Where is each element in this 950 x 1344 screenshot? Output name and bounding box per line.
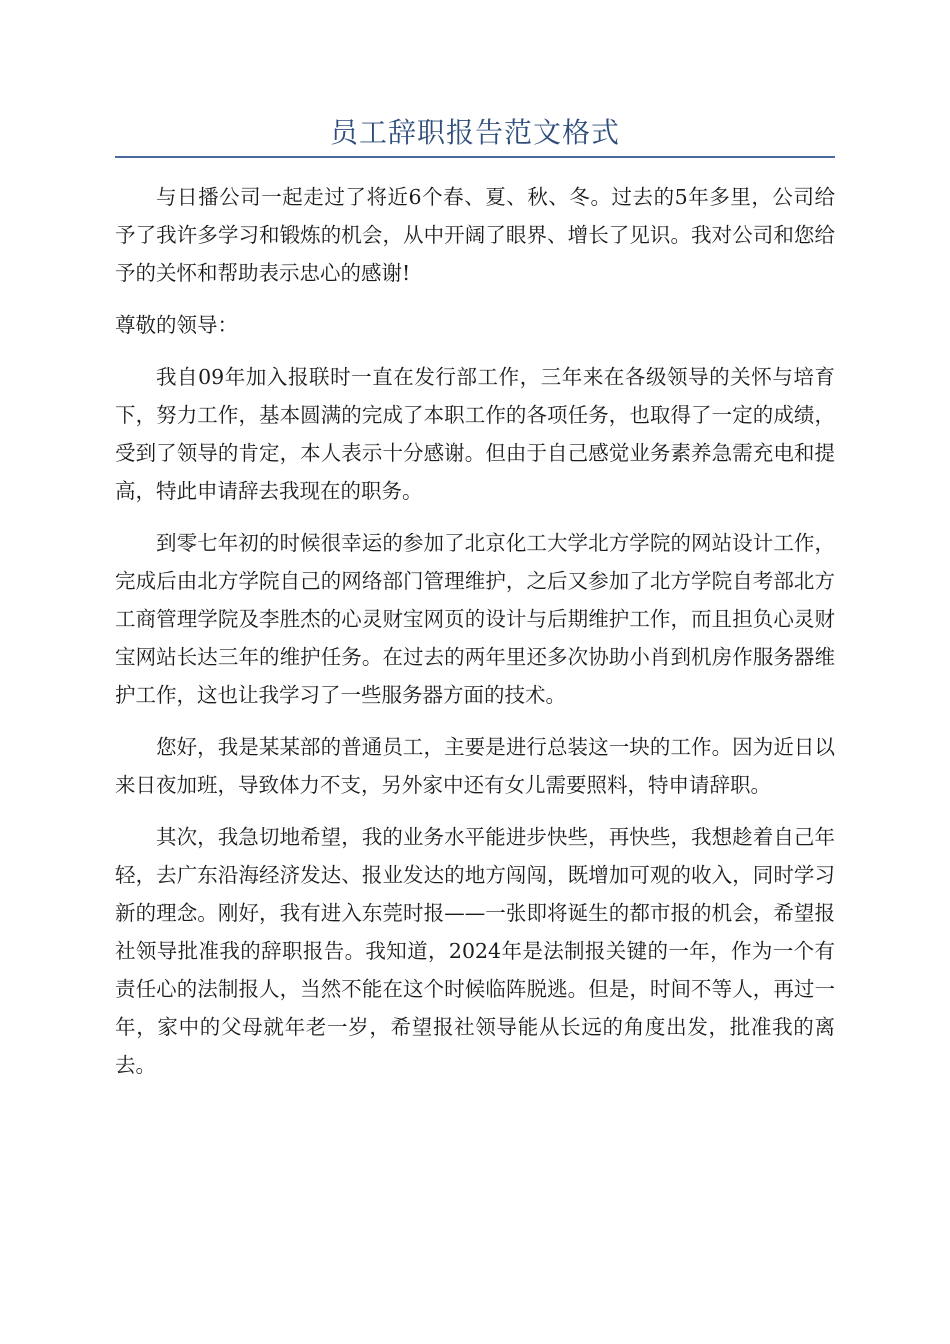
paragraph-future-plans: 其次，我急切地希望，我的业务水平能进步快些，再快些，我想趁着自己年轻，去广东沿海经济发达、报业发达的地方闯闯，既增加可观的收入，同时学习新的理念。刚好，我有进入东莞时报——一张即将诞生的都市报的机会，希望报社领导批准我的辞职报告。我知道，2024年是法制报关键的一年，作为一个有责任心的法制报人，当然不能在这个时候临阵脱逃。但是，时间不等人，再过一年，家中的父母就年老一岁，希望报社领导能从长远的角度出发，批准我的离去。 [115, 825, 835, 1077]
paragraph-intro: 与日播公司一起走过了将近6个春、夏、秋、冬。过去的5年多里，公司给予了我许多学习和锻炼的机会，从中开阔了眼界、增长了见识。我对公司和您给予的关怀和帮助表示忠心的感谢! [115, 185, 835, 285]
paragraph-salutation: 尊敬的领导： [115, 313, 238, 337]
paragraph-work-history: 我自09年加入报联时一直在发行部工作，三年来在各级领导的关怀与培育下，努力工作，基本圆满的完成了本职工作的各项任务，也取得了一定的成绩，受到了领导的肯定，本人表示十分感谢。但由于自己感觉业务素养急需充电和提高，特此申请辞去我现在的职务。 [115, 365, 835, 503]
paragraph-resignation-reason: 您好，我是某某部的普通员工，主要是进行总装这一块的工作。因为近日以来日夜加班，导致体力不支，另外家中还有女儿需要照料，特申请辞职。 [115, 735, 835, 797]
title-block [115, 110, 835, 158]
document-title: 员工辞职报告范文格式 [329, 116, 620, 149]
document-body [115, 178, 835, 1098]
paragraph-website-work: 到零七年初的时候很幸运的参加了北京化工大学北方学院的网站设计工作，完成后由北方学院自己的网络部门管理维护，之后又参加了北方学院自考部北方工商管理学院及李胜杰的心灵财宝网页的设计与后期维护工作，而且担负心灵财宝网站长达三年的维护任务。在过去的两年里还多次协助小肖到机房作服务器维护工作，这也让我学习了一些服务器方面的技术。 [115, 531, 835, 707]
